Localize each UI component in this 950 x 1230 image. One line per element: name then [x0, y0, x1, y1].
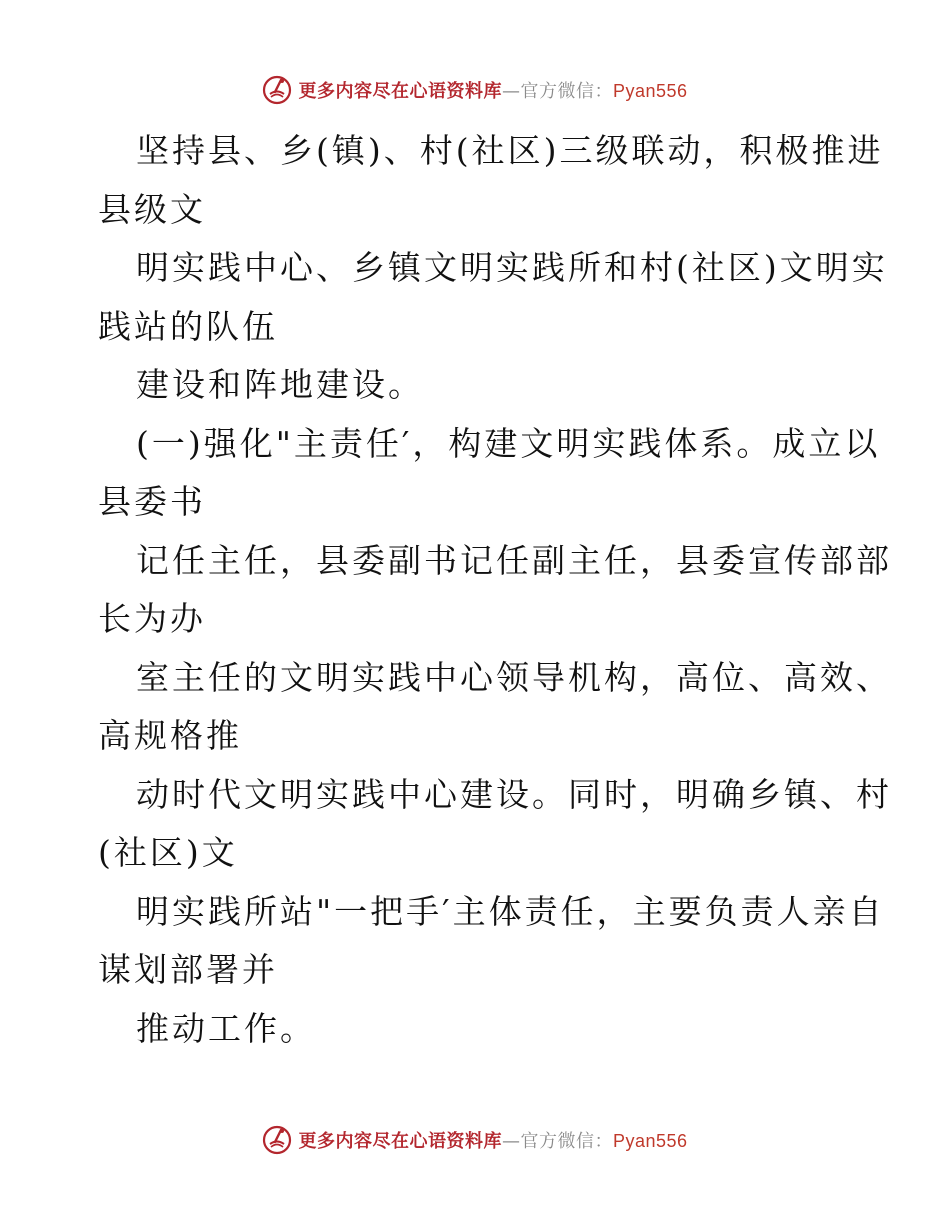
book-quill-logo-icon	[262, 1125, 292, 1155]
watermark-official: 官方微信：	[520, 1131, 613, 1152]
text-line: 高规格推	[98, 716, 242, 755]
text-line: (一)强化"主责任′，构建文明实践体系。成立以	[136, 423, 881, 463]
text-line: 明实践所站"一把手′主体责任，主要负责人亲自	[136, 891, 885, 931]
watermark-id: Pyan556	[612, 81, 688, 101]
watermark-main: 更多内容尽在心语资料库	[298, 81, 502, 102]
document-body	[98, 122, 892, 1058]
watermark-main: 更多内容尽在心语资料库	[298, 1131, 502, 1152]
watermark-dash: —	[501, 81, 521, 102]
watermark-official: 官方微信：	[520, 81, 613, 102]
text-line: 坚持县、乡(镇)、村(社区)三级联动，积极推进	[136, 131, 884, 170]
watermark-id: Pyan556	[612, 1131, 688, 1151]
text-line: 县级文	[98, 189, 206, 229]
text-line: 践站的队伍	[98, 306, 278, 346]
text-line: 县委书	[98, 482, 206, 521]
text-line: 室主任的文明实践中心领导机构，高位、高效、	[136, 657, 892, 697]
footer-watermark	[0, 1122, 950, 1158]
text-line: 推动工作。	[136, 1008, 316, 1048]
text-line: 谋划部署并	[98, 950, 278, 989]
text-line: 长为办	[98, 599, 206, 638]
text-line: (社区)文	[98, 833, 238, 872]
header-watermark	[0, 72, 950, 108]
text-line: 建设和阵地建设。	[136, 365, 424, 404]
text-line: 明实践中心、乡镇文明实践所和村(社区)文明实	[136, 248, 888, 287]
book-quill-logo-icon	[262, 75, 292, 105]
watermark-dash: —	[501, 1131, 521, 1152]
watermark-text	[298, 77, 687, 103]
text-line: 动时代文明实践中心建设。同时，明确乡镇、村	[136, 774, 892, 814]
watermark-text	[298, 1127, 687, 1153]
text-line: 记任主任，县委副书记任副主任，县委宣传部部	[136, 540, 892, 580]
